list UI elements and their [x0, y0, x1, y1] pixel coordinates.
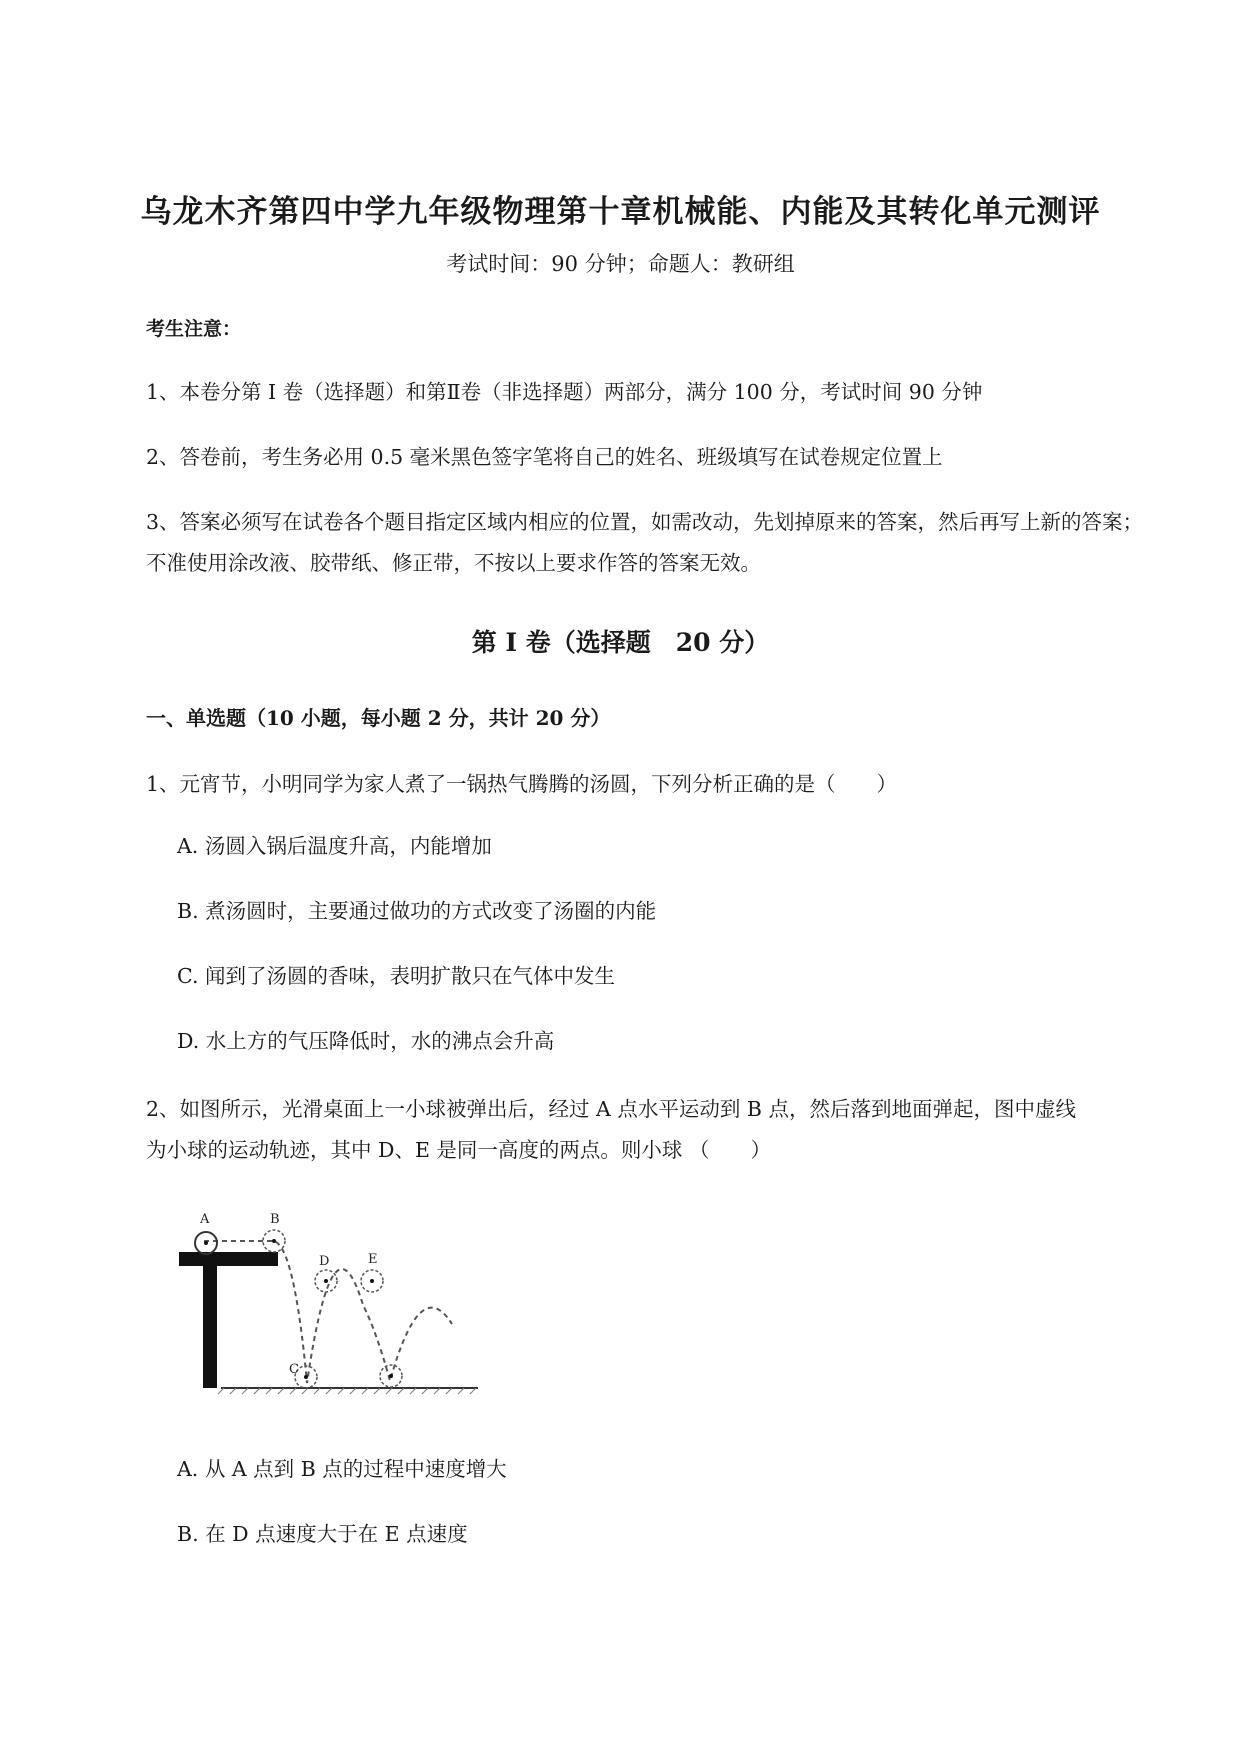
section-title: 第 I 卷（选择题 20 分） [471, 628, 770, 657]
question-1-option-d: D. 水上方的气压降低时，水的沸点会升高 [177, 1029, 555, 1053]
question-2-stem-line-2: 为小球的运动轨迹，其中 D、E 是同一高度的两点。则小球 （ ） [146, 1138, 771, 1162]
question-1-option-a: A. 汤圆入锅后温度升高，内能增加 [177, 834, 492, 858]
exam-info: 考试时间：90 分钟；命题人：教研组 [446, 252, 795, 276]
notice-heading: 考生注意： [146, 318, 242, 340]
label-a: A [200, 1212, 210, 1227]
ball-trajectory-figure [176, 1203, 486, 1403]
label-b: B [270, 1212, 280, 1227]
notice-item-1: 1、本卷分第 I 卷（选择题）和第Ⅱ卷（非选择题）两部分，满分 100 分，考试时间 90 分钟 [146, 380, 983, 404]
part-heading: 一、单选题（10 小题，每小题 2 分，共计 20 分） [146, 706, 611, 730]
question-1-stem: 1、元宵节，小明同学为家人煮了一锅热气腾腾的汤圆，下列分析正确的是（ ） [146, 772, 898, 796]
page-title: 乌龙木齐第四中学九年级物理第十章机械能、内能及其转化单元测评 [140, 194, 1101, 230]
table-top [179, 1252, 278, 1266]
table-leg [203, 1266, 217, 1388]
question-2-option-b: B. 在 D 点速度大于在 E 点速度 [177, 1522, 468, 1546]
question-2-stem-line-1: 2、如图所示，光滑桌面上一小球被弹出后，经过 A 点水平运动到 B 点，然后落到地面弹起，图中虚线 [146, 1097, 1076, 1121]
question-2-option-a: A. 从 A 点到 B 点的过程中速度增大 [177, 1457, 507, 1481]
label-d: D [319, 1254, 330, 1269]
label-c: C [289, 1362, 299, 1377]
label-e: E [368, 1252, 378, 1267]
notice-item-3: 3、答案必须写在试卷各个题目指定区域内相应的位置，如需改动，先划掉原来的答案，然后再写上新的答案；不准使用涂改液、胶带纸、修正带，不按以上要求作答的答案无效。 [146, 510, 1144, 575]
notice-item-2: 2、答卷前，考生务必用 0.5 毫米黑色签字笔将自己的姓名、班级填写在试卷规定位置上 [146, 445, 943, 469]
question-1-option-b: B. 煮汤圆时，主要通过做功的方式改变了汤圈的内能 [177, 899, 657, 923]
question-1-option-c: C. 闻到了汤圆的香味，表明扩散只在气体中发生 [177, 964, 615, 988]
